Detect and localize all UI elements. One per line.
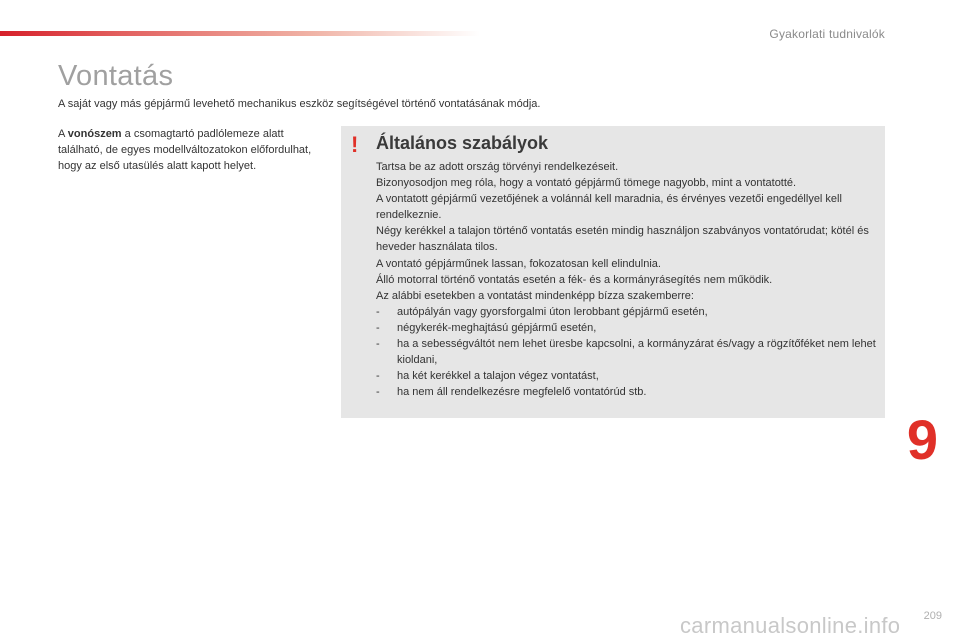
tow-eye-keyword: vonószem bbox=[67, 128, 122, 140]
rule-paragraph: Négy kerékkel a talajon történő vontatás esetén mindig használjon szabványos vontatórudat; kötél és heveder használata tilos. bbox=[376, 225, 869, 254]
chapter-number: 9 bbox=[906, 408, 938, 471]
rule-paragraph: Álló motorral történő vontatás esetén a fék- és a kormányrásegítés nem működik. bbox=[376, 273, 773, 286]
general-rules-box bbox=[341, 126, 885, 418]
header-accent-bar bbox=[0, 31, 480, 36]
warning-icon: ! bbox=[351, 132, 359, 157]
list-dash: - bbox=[376, 321, 380, 334]
list-item bbox=[376, 368, 881, 384]
list-item bbox=[376, 384, 881, 400]
list-item-text: négykerék-meghajtású gépjármű esetén, bbox=[397, 321, 597, 334]
list-item bbox=[376, 304, 881, 320]
list-dash: - bbox=[376, 386, 380, 399]
list-dash: - bbox=[376, 370, 380, 383]
list-item-text: autópályán vagy gyorsforgalmi úton lerobbant gépjármű esetén, bbox=[397, 305, 708, 318]
rule-paragraph: A vontatott gépjármű vezetőjének a volánnál kell maradnia, és érvényes vezetői engedéllyel kell rendelkeznie. bbox=[376, 193, 842, 222]
page-title: Vontatás bbox=[58, 60, 174, 92]
list-item-text: ha két kerékkel a talajon végez vontatást, bbox=[397, 370, 599, 383]
rule-paragraph: A vontató gépjárműnek lassan, fokozatosan kell elindulnia. bbox=[376, 257, 661, 270]
intro-text: A saját vagy más gépjármű levehető mechanikus eszköz segítségével történő vontatásának módja. bbox=[58, 98, 541, 110]
list-item-text: ha nem áll rendelkezésre megfelelő vontatórúd stb. bbox=[397, 386, 647, 399]
tow-eye-text-prefix: A bbox=[58, 128, 68, 140]
professional-cases-list bbox=[376, 304, 881, 401]
rule-paragraph: Az alábbi esetekben a vontatást mindenképp bízza szakemberre: bbox=[376, 289, 694, 302]
watermark: carmanualsonline.info bbox=[680, 613, 901, 638]
list-item bbox=[376, 336, 881, 368]
rules-title: Általános szabályok bbox=[376, 133, 549, 153]
list-item-text: ha a sebességváltót nem lehet üresbe kapcsolni, a kormányzárat és/vagy a rögzítőféket nem lehet kioldani, bbox=[397, 338, 876, 367]
rule-paragraph: Tartsa be az adott ország törvényi rendelkezéseit. bbox=[376, 161, 619, 173]
list-item bbox=[376, 320, 881, 336]
section-title: Gyakorlati tudnivalók bbox=[769, 27, 885, 41]
rule-paragraph: Bizonyosodjon meg róla, hogy a vontató gépjármű tömege nagyobb, mint a vontatotté. bbox=[376, 177, 797, 190]
list-dash: - bbox=[376, 305, 380, 318]
tow-eye-text-rest: a csomagtartó padlólemeze alatt található, de egyes modellváltozatokon előfordulhat, hogy az első utasülés alatt kapott helyet. bbox=[58, 128, 312, 172]
list-dash: - bbox=[376, 338, 380, 351]
rules-body bbox=[376, 159, 881, 400]
tow-eye-location-text bbox=[58, 126, 323, 174]
page-number: 209 bbox=[923, 610, 942, 622]
